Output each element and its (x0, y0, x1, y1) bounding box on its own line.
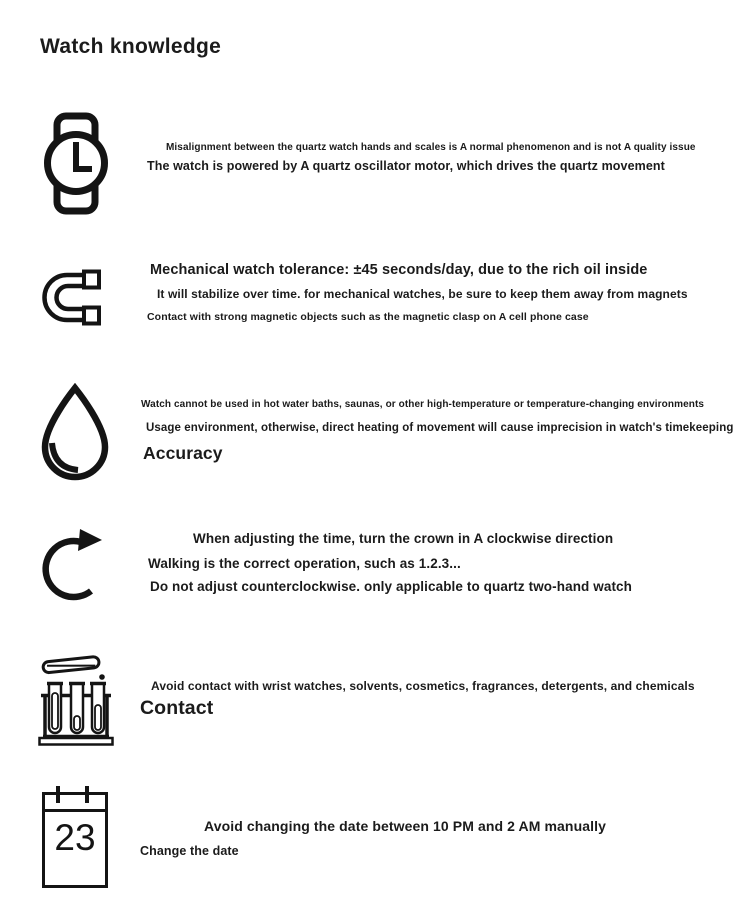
calendar-day-number: 23 (54, 817, 96, 858)
water-drop-icon (38, 383, 112, 482)
magnetic-contact-note: Contact with strong magnetic objects such as the magnetic clasp on A cell phone case (147, 311, 589, 323)
page-title: Watch knowledge (40, 35, 222, 58)
calendar-header (45, 795, 105, 812)
clockwise-direction-text: When adjusting the time, turn the crown in A clockwise direction (193, 531, 614, 546)
wrist-watch-icon (42, 112, 110, 215)
quartz-movement-text: The watch is powered by A quartz oscillator motor, which drives the quartz movement (147, 159, 665, 173)
clockwise-arrow-icon (40, 524, 110, 608)
test-tubes-icon (38, 648, 114, 747)
accuracy-heading: Accuracy (143, 443, 223, 463)
magnet-warning-text: It will stabilize over time. for mechanical watches, be sure to keep them away from magnets (157, 287, 688, 301)
calendar-icon (42, 792, 108, 888)
walking-operation-text: Walking is the correct operation, such as 1.2.3... (148, 556, 461, 571)
usage-environment-text: Usage environment, otherwise, direct heating of movement will cause imprecision in watch's timekeeping (146, 422, 734, 434)
magnet-icon (40, 267, 108, 329)
change-the-date-heading: Change the date (140, 844, 239, 858)
mechanical-tolerance-text: Mechanical watch tolerance: ±45 seconds/day, due to the rich oil inside (150, 262, 648, 278)
hot-water-warning-note: Watch cannot be used in hot water baths, saunas, or other high-temperature or temperature-changing environments (141, 399, 705, 410)
quartz-misalignment-note: Misalignment between the quartz watch hands and scales is A normal phenomenon and is not A quality issue (166, 142, 696, 153)
contact-heading: Contact (140, 697, 214, 719)
chemical-avoidance-text: Avoid contact with wrist watches, solvents, cosmetics, fragrances, detergents, and chemicals (151, 679, 695, 693)
counterclockwise-warning-text: Do not adjust counterclockwise. only applicable to quartz two-hand watch (150, 579, 632, 594)
date-change-warning-text: Avoid changing the date between 10 PM and 2 AM manually (204, 818, 606, 834)
